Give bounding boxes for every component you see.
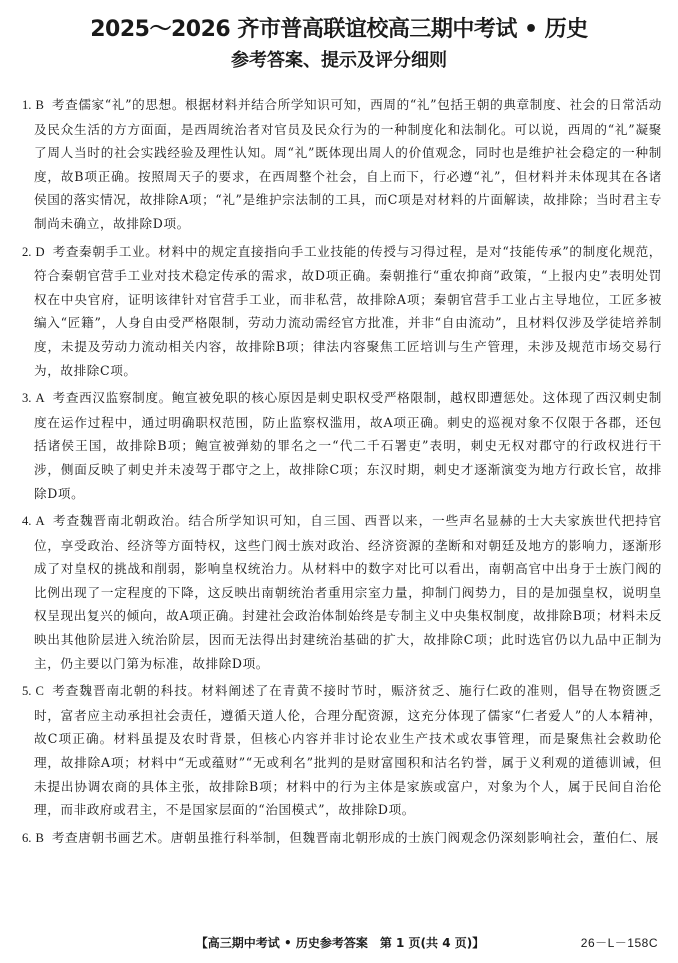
answer-item-2	[22, 240, 662, 383]
answer-choice: B	[35, 830, 44, 845]
answer-item-1	[22, 93, 662, 236]
answer-choice: A	[35, 391, 45, 406]
answer-number: 6.	[22, 830, 32, 845]
page-title: 2025～2026 齐市普高联谊校高三期中考试 • 历史	[90, 17, 588, 42]
answer-item-3	[22, 386, 662, 505]
page-subtitle: 参考答案、提示及评分细则	[231, 50, 447, 71]
answer-choice: D	[35, 244, 45, 259]
answer-choice: B	[35, 98, 44, 112]
answer-explanation: 考查儒家“礼”的思想。根据材料并结合所学知识可知，西周的“礼”包括王朝的典章制度、社会的日常活动及民众生活的方方面面，是西周统治者对官员及民众行为的一种制度化和法制化。可以说，西周的“礼”凝聚了周人当时的社会实践经验及理性认知。周“礼”既体现出周人的价值观念，同时也是维护社会稳定的一种制度，故B项正确。按照周天子的要求，在西周整个社会，自上而下，行必遵“礼”，但材料并未体现其在各诸侯国的落实情况，故排除A项；“礼”是维护宗法制的工具，而C项是对材料的片面解读，故排除；当时君主专制尚未确立，故排除D项。	[34, 97, 662, 231]
answer-explanation: 考查西汉监察制度。鲍宣被免职的核心原因是刺史职权受严格限制，越权即遭惩处。这体现了西汉刺史制度在运作过程中，通过明确职权范围，防止监察权滥用，故A项正确。刺史的巡视对象不仅限于各郡，还包括诸侯王国，故排除B项；鲍宣被弹劾的罪名之一“代二千石署吏”表明，刺史无权对郡守的行政权进行干涉，侧面反映了刺史并未凌驾于郡守之上，故排除C项；东汉时期，刺史才逐渐演变为地方行政长官，故排除D项。	[34, 390, 662, 501]
answer-list	[22, 93, 662, 854]
answer-explanation: 考查魏晋南北朝的科技。材料阐述了在青黄不接时节时，赈济贫乏、施行仁政的准则，倡导在物资匮乏时，富者应主动承担社会责任，遵循天道人伦，合理分配资源，这充分体现了儒家“仁者爱人”的人本精神，故C项正确。材料虽提及农时背景，但核心内容并非讨论农业生产技术或农事管理，而是聚焦社会救助伦理，故排除A项；材料中“无或蕴财”“无或利名”批判的是财富囤积和沽名钓誉，属于义利观的道德训诫，但未提出协调农商的具体主张，故排除B项；材料中的行为主体是家族或富户，对象为个人，属于民间自治伦理，而非政府或君主，不是国家层面的“治国模式”，故排除D项。	[34, 683, 662, 818]
footer-page-info: 【高三期中考试 • 历史参考答案 第 1 页(共 4 页)】	[195, 936, 485, 950]
answer-explanation: 考查魏晋南北朝政治。结合所学知识可知，自三国、西晋以来，一些声名显赫的士大夫家族世代把持官位，享受政治、经济等方面特权，这些门阀士族对政治、经济资源的垄断和对朝廷及地方的影响力，逐渐形成了对皇权的挑战和削弱，影响皇权统治力。从材料中的数字对比可以看出，南朝高官中出身于士族门阀的比例出现了一定程度的下降，这反映出南朝统治者重用宗室力量，抑制门阀势力，目的是加强皇权，说明皇权呈现出复兴的倾向，故A项正确。封建社会政治体制始终是专制主义中央集权制度，故排除B项；材料未反映出其他阶层进入统治阶层，因而无法得出封建统治基础的扩大，故排除C项；此时选官仍以九品中正制为主，仍主要以门第为标准，故排除D项。	[34, 513, 662, 671]
answer-number: 3.	[22, 391, 32, 406]
answer-item-6	[22, 826, 662, 851]
footer-doc-code: 26－L－158C	[580, 936, 658, 950]
answer-item-4	[22, 509, 662, 675]
answer-explanation: 考查唐朝书画艺术。唐朝虽推行科举制，但魏晋南北朝形成的士族门阀观念仍深刻影响社会，董伯仁、展	[51, 829, 659, 845]
answer-item-5	[22, 679, 662, 822]
answer-number: 2.	[22, 244, 32, 259]
page-footer	[0, 934, 678, 954]
answer-number: 5.	[22, 684, 32, 699]
answer-choice: A	[35, 514, 45, 529]
answer-choice: C	[35, 684, 44, 699]
answer-explanation: 考查秦朝手工业。材料中的规定直接指向手工业技能的传授与习得过程，是对“技能传承”的制度化规范，符合秦朝官营手工业对技术稳定传承的需求，故D项正确。秦朝推行“重农抑商”政策，“上报内史”表明处罚权在中央官府，证明该律针对官营手工业，而非私营，故排除A项；秦朝官营手工业占主导地位，工匠多被编入“匠籍”，人身自由受严格限制，劳动力流动需经官方批准，并非“自由流动”，且材料仅涉及学徒培养制度，未提及劳动力流动相关内容，故排除B项；律法内容聚焦工匠培训与生产管理，未涉及规范市场交易行为，故排除C项。	[34, 243, 662, 378]
answer-number: 4.	[22, 514, 32, 529]
answer-number: 1.	[22, 98, 32, 112]
